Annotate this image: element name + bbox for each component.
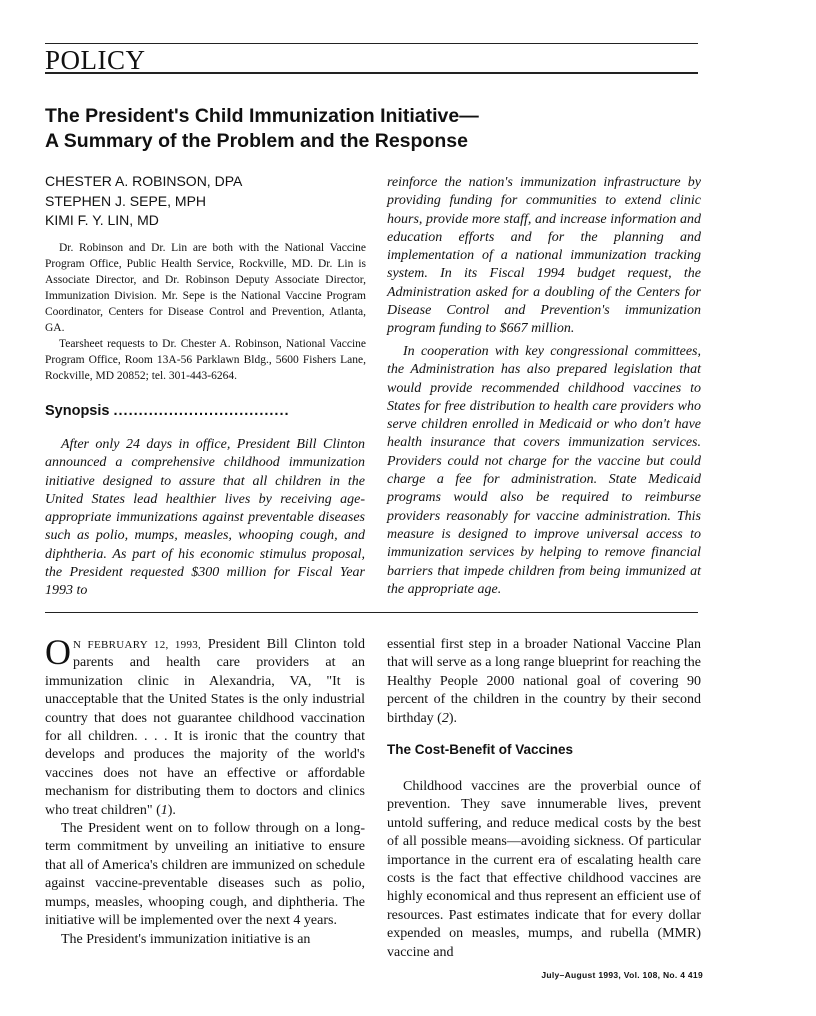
tearsheet-text: Tearsheet requests to Dr. Chester A. Robinson, National Vaccine Program Office, Room 13A-56 Parklawn Bldg., 5600 Fishers Lane, Rockville, MD 20852; tel. 301-443-6264.	[45, 338, 366, 382]
reference-citation: 2	[441, 710, 449, 726]
synopsis-heading-label: Synopsis	[45, 403, 110, 419]
affiliation-text: Dr. Robinson and Dr. Lin are both with the National Vaccine Program Office, Public Health Service, Rockville, MD. Dr. Lin is Associate Director, and Dr. Robinson Deputy Associate Director, Immunization Division. Mr. Sepe is the National Vaccine Program Coordinator, Centers for Disease Control and Prevention, Atlanta, GA.	[45, 242, 366, 334]
body-column-left	[45, 632, 365, 949]
synopsis-paragraph	[45, 436, 365, 601]
body-paragraph: The President's immunization initiative is an	[61, 931, 311, 947]
synopsis-dot-leader: ...................................	[113, 403, 290, 419]
author-list	[45, 172, 242, 231]
section-rule	[45, 72, 698, 74]
body-paragraph: The President went on to follow through on a long-term commitment by unveiling an initiative to ensure that all of America's children are immunized on schedule against vaccine-preventable diseases such as polio, mumps, measles, whooping cough, and diphtheria. The initiative will be implemented over the next 4 years.	[45, 821, 365, 929]
synopsis-text: reinforce the nation's immunization infrastructure by providing funding for communities to extend clinic hours, provide more staff, and increase information and education efforts and for the planning and implementation of a national immunization tracking system. In its Fiscal 1994 budget request, the Administration asked for a doubling of the Centers for Disease Control and Prevention's immunization program funding to $667 million.	[387, 175, 701, 337]
body-column-right	[387, 636, 701, 728]
body-text: essential first step in a broader National Vaccine Plan that will serve as a long range blueprint for reaching the Healthy People 2000 national goal of covering 90 percent of the children in the country by their second birthday (	[387, 637, 701, 726]
top-rule	[45, 43, 698, 44]
lead-in-caps: N FEBRUARY 12, 1993,	[73, 639, 202, 651]
body-text: ).	[448, 710, 457, 726]
synopsis-paragraph-2	[387, 343, 701, 599]
body-paragraph	[387, 636, 701, 728]
author: CHESTER A. ROBINSON, DPA	[45, 173, 243, 189]
author: STEPHEN J. SEPE, MPH	[45, 192, 207, 209]
section-subheading: The Cost-Benefit of Vaccines	[387, 742, 574, 757]
drop-cap: O	[45, 632, 71, 672]
body-text: President Bill Clinton told parents and health care providers at an immunization clinic in Alexandria, VA, "It is unacceptable that the United States is the only industrial country that does not guarantee childhood vaccination for all children. . . . It is ironic that the country that develops and produces the majority of the world's vaccines does not have an effective or affordable mechanism for distributing them to doctors and clinics who treat children" (	[45, 637, 365, 818]
body-text: ).	[167, 802, 176, 818]
synopsis-heading	[45, 401, 365, 421]
author: KIMI F. Y. LIN, MD	[45, 212, 159, 228]
synopsis-text: In cooperation with key congressional committees, the Administration has also prepared legislation that would provide recommended childhood vaccines to States for free distribution to health care providers who serve children enrolled in Medicaid or who don't have health insurance that covers immunization services. Providers could not charge for the vaccine but could charge a fee for administration. State Medicaid programs would also be required to reimburse providers reasonably for vaccine administration. This measure is designed to improve universal access to immunization services by helping to remove financial barriers that impede children from being immunized at the appropriate age.	[387, 344, 701, 597]
page-footer: July–August 1993, Vol. 108, No. 4 419	[541, 970, 703, 980]
body-column-right-lower	[387, 778, 701, 962]
section-label: POLICY	[45, 45, 146, 75]
body-paragraph	[45, 632, 365, 820]
title-line-1: The President's Child Immunization Initiative—	[45, 105, 479, 127]
synopsis-text: After only 24 days in office, President Bill Clinton announced a comprehensive childhood immunization initiative designed to assure that all children in the United States lead healthier lives by receiving age-appropriate immunizations against preventable diseases such as polio, mumps, measles, whooping cough, and diphtheria. As part of his economic stimulus proposal, the President requested $300 million for Fiscal Year 1993 to	[45, 437, 365, 599]
reference-citation: 1	[160, 802, 168, 818]
synopsis-paragraph-continued	[387, 174, 701, 339]
title-line-2: A Summary of the Problem and the Response	[45, 130, 468, 152]
synopsis-divider	[45, 612, 698, 613]
article-title	[45, 104, 695, 154]
author-affiliation	[45, 240, 366, 384]
body-paragraph: Childhood vaccines are the proverbial ounce of prevention. They save innumerable lives, prevent untold suffering, and reduce medical costs by the best of all possible means—avoiding sickness. Of particular importance in the current era of escalating health care costs is the fact that effective childhood vaccines are highly economical and thus represent an efficient use of resources. Past estimates indicate that for every dollar expended on measles, mumps, and rubella (MMR) vaccine and	[387, 779, 701, 960]
